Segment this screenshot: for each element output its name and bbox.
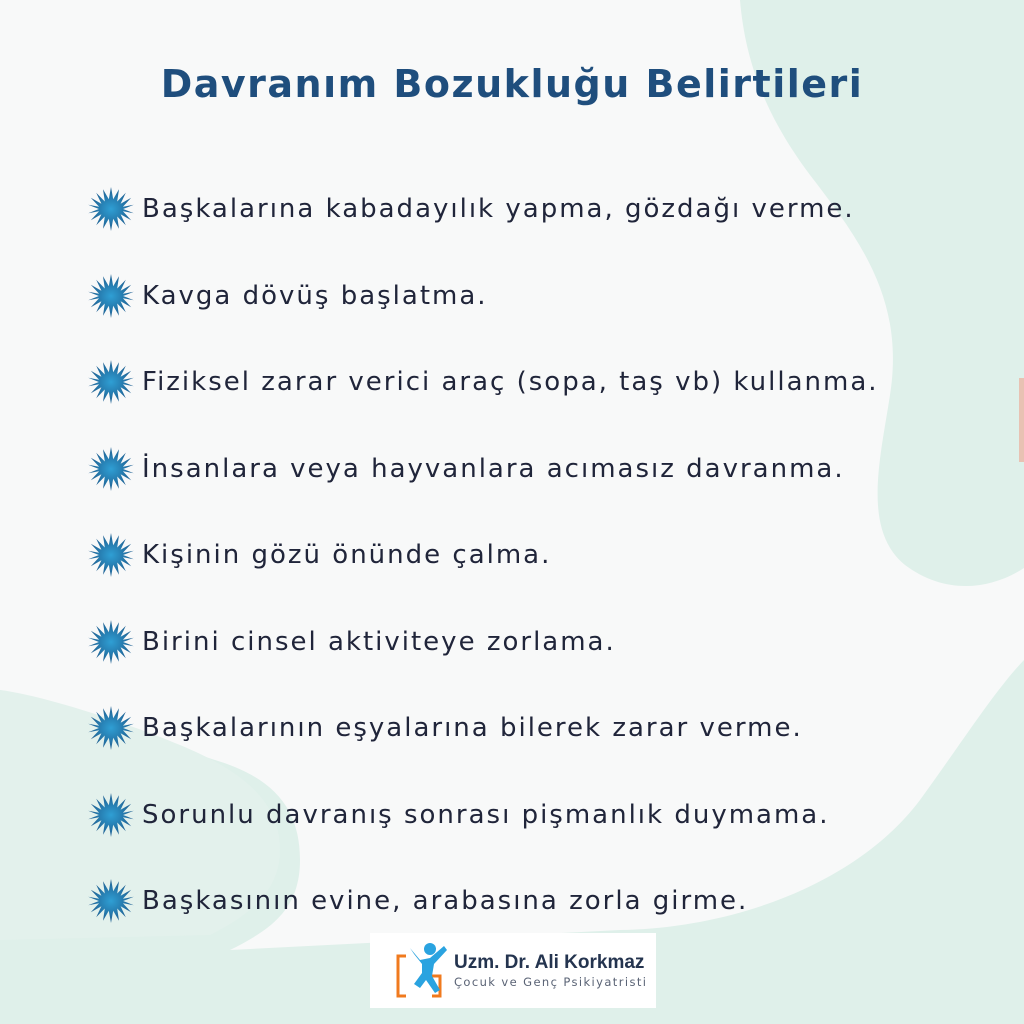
- starburst-icon: [88, 705, 134, 751]
- list-item-text: Kişinin gözü önünde çalma.: [142, 540, 552, 571]
- list-item: [88, 166, 988, 253]
- list-item-text: Sorunlu davranış sonrası pişmanlık duymama.: [142, 799, 830, 830]
- list-item: [88, 253, 988, 340]
- list-item-text: Kavga dövüş başlatma.: [142, 280, 488, 311]
- list-item: [88, 599, 988, 686]
- list-item: [88, 858, 988, 945]
- list-item-text: Fiziksel zarar verici araç (sopa, taş vb) kullanma.: [142, 367, 879, 398]
- starburst-icon: [88, 878, 134, 924]
- starburst-icon: [88, 186, 134, 232]
- edge-mark: [1019, 378, 1024, 462]
- list-item: [88, 512, 988, 599]
- starburst-icon: [88, 792, 134, 838]
- list-item-text: Başkalarının eşyalarına bilerek zarar verme.: [142, 713, 803, 744]
- list-item: [88, 772, 988, 859]
- starburst-icon: [88, 273, 134, 319]
- list-item: [88, 339, 988, 426]
- logo-name: Uzm. Dr. Ali Korkmaz: [454, 951, 645, 973]
- page-title: Davranım Bozukluğu Belirtileri: [160, 62, 864, 106]
- list-item: [88, 426, 988, 513]
- list-item-text: Birini cinsel aktiviteye zorlama.: [142, 626, 616, 657]
- symptom-list: [88, 166, 988, 945]
- starburst-icon: [88, 619, 134, 665]
- doctor-logo: [370, 933, 656, 1008]
- list-item-text: Başkasının evine, arabasına zorla girme.: [142, 886, 749, 917]
- starburst-icon: [88, 532, 134, 578]
- logo-subtitle: Çocuk ve Genç Psikiyatristi: [454, 974, 648, 989]
- starburst-icon: [88, 446, 134, 492]
- logo-text: [454, 952, 647, 990]
- jumping-child-logo-icon: [392, 940, 452, 1002]
- list-item-text: İnsanlara veya hayvanlara acımasız davranma.: [142, 453, 845, 484]
- list-item-text: Başkalarına kabadayılık yapma, gözdağı verme.: [142, 194, 855, 225]
- list-item: [88, 685, 988, 772]
- starburst-icon: [88, 359, 134, 405]
